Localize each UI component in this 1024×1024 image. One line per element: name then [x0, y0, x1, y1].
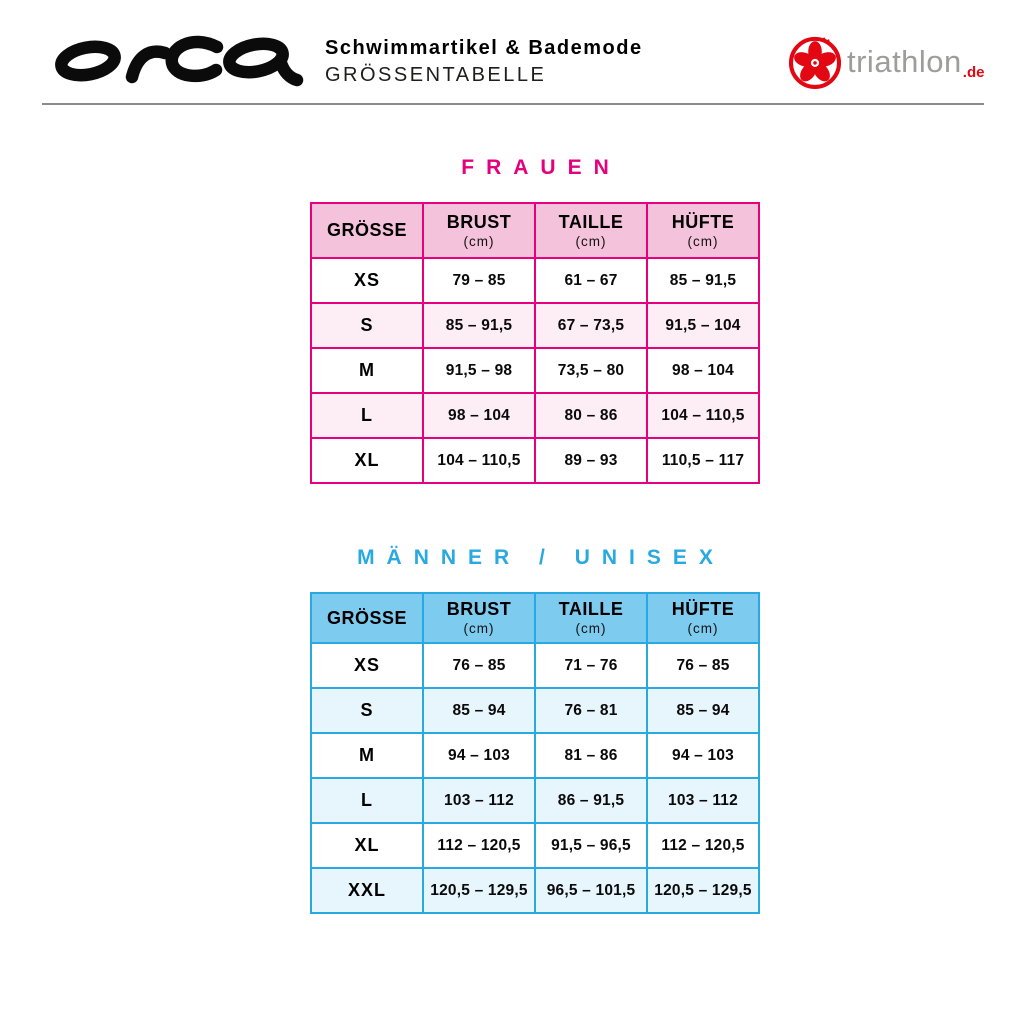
cell-huefte: 104 – 110,5	[647, 393, 759, 438]
cell-taille: 89 – 93	[535, 438, 647, 483]
partner-tld: .de	[962, 64, 985, 81]
cell-size: L	[311, 393, 423, 438]
table-row	[311, 258, 759, 303]
table-row	[311, 823, 759, 868]
cell-taille: 91,5 – 96,5	[535, 823, 647, 868]
cell-huefte: 110,5 – 117	[647, 438, 759, 483]
column-header-groesse: GRÖSSE	[311, 203, 423, 258]
maenner-size-table	[310, 592, 760, 914]
cell-brust: 120,5 – 129,5	[423, 868, 535, 913]
cell-size: M	[311, 733, 423, 778]
cell-size: M	[311, 348, 423, 393]
cell-brust: 79 – 85	[423, 258, 535, 303]
column-header-groesse: GRÖSSE	[311, 593, 423, 643]
table-row	[311, 688, 759, 733]
cell-size: XL	[311, 438, 423, 483]
cell-brust: 104 – 110,5	[423, 438, 535, 483]
cell-size: XS	[311, 258, 423, 303]
table-row	[311, 438, 759, 483]
frauen-header-row	[311, 203, 759, 258]
cell-size: S	[311, 303, 423, 348]
table-row	[311, 643, 759, 688]
table-row	[311, 348, 759, 393]
table-row	[311, 303, 759, 348]
cell-size: XL	[311, 823, 423, 868]
cell-taille: 61 – 67	[535, 258, 647, 303]
maenner-header-row	[311, 593, 759, 643]
cell-huefte: 103 – 112	[647, 778, 759, 823]
header-text-block	[325, 37, 643, 87]
cell-taille: 71 – 76	[535, 643, 647, 688]
cell-huefte: 98 – 104	[647, 348, 759, 393]
cell-huefte: 85 – 94	[647, 688, 759, 733]
column-header-brust: BRUST (cm)	[423, 203, 535, 258]
cell-size: XXL	[311, 868, 423, 913]
column-header-huefte: HÜFTE (cm)	[647, 593, 759, 643]
partner-name: triathlon	[847, 44, 962, 79]
cell-brust: 112 – 120,5	[423, 823, 535, 868]
table-row	[311, 733, 759, 778]
cell-size: XS	[311, 643, 423, 688]
frauen-section	[310, 155, 760, 484]
column-header-brust: BRUST (cm)	[423, 593, 535, 643]
maenner-section	[310, 545, 760, 914]
orca-brand-logo	[52, 26, 304, 88]
cell-brust: 94 – 103	[423, 733, 535, 778]
cell-taille: 73,5 – 80	[535, 348, 647, 393]
cell-size: L	[311, 778, 423, 823]
cell-huefte: 112 – 120,5	[647, 823, 759, 868]
cell-taille: 86 – 91,5	[535, 778, 647, 823]
cell-taille: 81 – 86	[535, 733, 647, 778]
cell-taille: 96,5 – 101,5	[535, 868, 647, 913]
cell-brust: 103 – 112	[423, 778, 535, 823]
cell-huefte: 91,5 – 104	[647, 303, 759, 348]
table-row	[311, 393, 759, 438]
cell-brust: 85 – 94	[423, 688, 535, 733]
hibiscus-flower-icon	[786, 33, 844, 91]
cell-brust: 98 – 104	[423, 393, 535, 438]
cell-huefte: 120,5 – 129,5	[647, 868, 759, 913]
cell-brust: 85 – 91,5	[423, 303, 535, 348]
cell-huefte: 76 – 85	[647, 643, 759, 688]
column-header-taille: TAILLE (cm)	[535, 203, 647, 258]
cell-brust: 76 – 85	[423, 643, 535, 688]
cell-brust: 91,5 – 98	[423, 348, 535, 393]
column-header-taille: TAILLE (cm)	[535, 593, 647, 643]
header-subtitle: Schwimmartikel & Bademode	[325, 37, 643, 59]
frauen-size-table	[310, 202, 760, 484]
header-divider	[42, 103, 984, 105]
maenner-title: MÄNNER / UNISEX	[357, 546, 725, 569]
cell-taille: 76 – 81	[535, 688, 647, 733]
cell-size: S	[311, 688, 423, 733]
triathlon-logo	[786, 33, 984, 91]
cell-huefte: 94 – 103	[647, 733, 759, 778]
column-header-huefte: HÜFTE (cm)	[647, 203, 759, 258]
table-row	[311, 778, 759, 823]
cell-taille: 80 – 86	[535, 393, 647, 438]
frauen-title: FRAUEN	[461, 156, 621, 179]
cell-taille: 67 – 73,5	[535, 303, 647, 348]
cell-huefte: 85 – 91,5	[647, 258, 759, 303]
page-title: GRÖSSENTABELLE	[325, 64, 547, 86]
table-row	[311, 868, 759, 913]
header	[0, 0, 1024, 104]
